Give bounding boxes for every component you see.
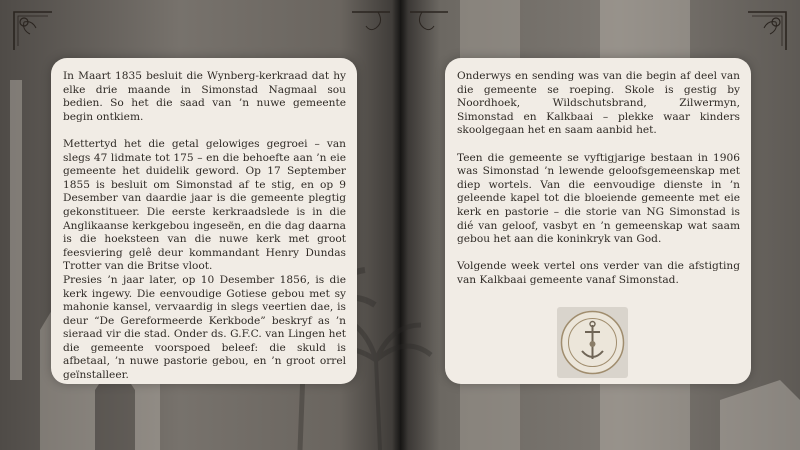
ornament-left-page-right-icon bbox=[350, 10, 392, 52]
paragraph: Volgende week vertel ons verder van die afstigting van Kalkbaai gemeente vanaf Simonstad. bbox=[457, 260, 740, 286]
ornament-top-right-icon bbox=[746, 10, 788, 52]
paragraph: Teen die gemeente se vyftigjarige bestaan in 1906 was Simonstad ’n lewende geloofsgemeenskap met diep wortels. Van die eenvoudige dienste in ’n geleende kapel tot die bloeiende gemeente met eie kerk en pastorie – die storie van NG Simonstad is dié van geloof, vasbyt en ’n gemeenskap wat saam gebou het aan die koninkryk van God. bbox=[457, 151, 740, 246]
paragraph: Onderwys en sending was van die begin af deel van die gemeente se roeping. Skole is gestig by Noordhoek, Wildschutsbrand, Zilwermyn, Simonstad en Kalkbaai – plekke waar kinders skoolgegaan het en saam aanbid het. bbox=[457, 70, 740, 137]
ornament-top-left-icon bbox=[12, 10, 54, 52]
left-text-panel bbox=[51, 58, 357, 384]
paragraph: Mettertyd het die getal gelowiges gegroei – van slegs 47 lidmate tot 175 – en die behoefte aan ’n eie gemeente het duidelik geword. Op 17 September 1855 is besluit om Simonstad af te stig, en op 9 Desember van daardie jaar is die gemeente plegtig gekonstitueer. Die eerste kerkraadslede is in die Anglikaanse kerkgebou ingeseën, en die dag daarna is die hoeksteen van die nuwe kerk met groot feesviering gelê deur kommandant Henry Dundas Trotter van die Britse vloot. bbox=[63, 137, 346, 273]
ornament-right-page-left-icon bbox=[408, 10, 450, 52]
church-seal-image bbox=[557, 307, 628, 378]
paragraph: Presies ’n jaar later, op 10 Desember 1856, is die kerk ingewy. Die eenvoudige Gotiese gebou met sy mahonie kansel, vervaardig in slegs veertien dae, is deur “De Gereformeerde Kerkbode” beskryf as ’n sieraad vir die stad. Onder ds. G.F.C. van Lingen het die gemeente voorspoed beleef: die skuld is afbetaal, ’n nuwe pastorie gebou, en ’n groot orrel geïnstalleer. bbox=[63, 273, 346, 382]
paragraph: In Maart 1835 besluit die Wynberg-kerkraad dat hy elke drie maande in Simonstad Nagmaal sou bedien. So het die saad van ’n nuwe gemeente begin ontkiem. bbox=[63, 70, 346, 123]
anchor-seal-icon bbox=[557, 307, 628, 378]
